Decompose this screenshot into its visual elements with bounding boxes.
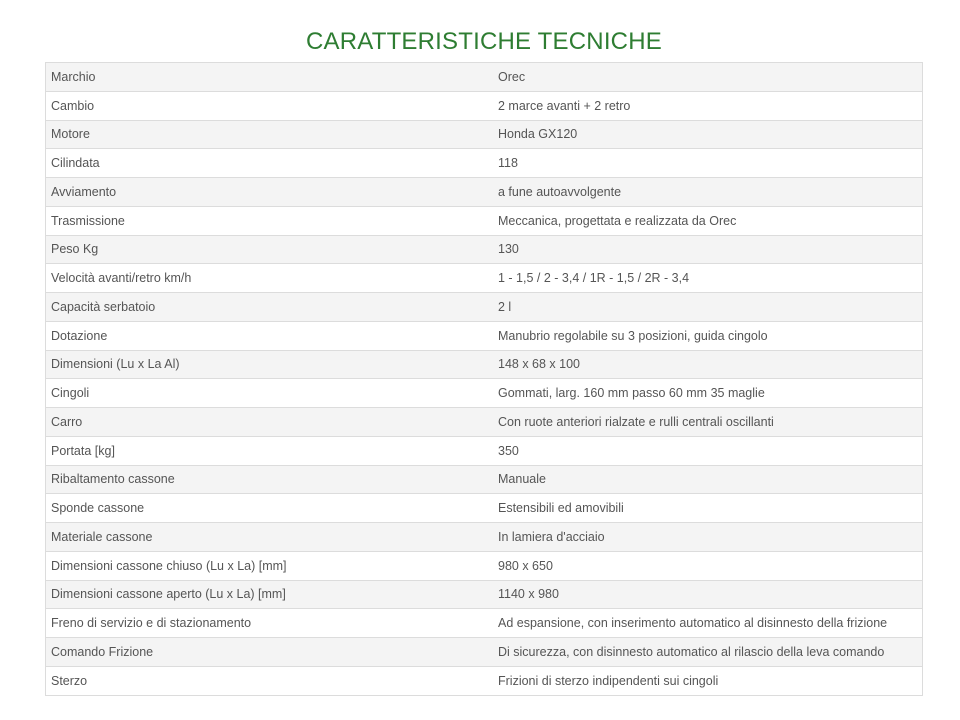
table-row [46,408,923,437]
spec-label: Dotazione [46,321,494,350]
table-row [46,264,923,293]
spec-label: Freno di servizio e di stazionamento [46,609,494,638]
table-row [46,436,923,465]
table-row [46,580,923,609]
spec-value: Frizioni di sterzo indipendenti sui cingoli [493,666,923,695]
table-row [46,321,923,350]
specs-table [45,62,923,696]
spec-value: 980 x 650 [493,551,923,580]
spec-value: Di sicurezza, con disinnesto automatico al rilascio della leva comando [493,638,923,667]
spec-value: 2 l [493,293,923,322]
spec-value: a fune autoavvolgente [493,178,923,207]
spec-label: Cambio [46,91,494,120]
spec-value: Orec [493,63,923,92]
specs-table-body [46,63,923,696]
spec-value: 350 [493,436,923,465]
spec-value: 130 [493,235,923,264]
table-row [46,666,923,695]
table-row [46,63,923,92]
spec-label: Ribaltamento cassone [46,465,494,494]
spec-label: Motore [46,120,494,149]
spec-label: Avviamento [46,178,494,207]
spec-value: 148 x 68 x 100 [493,350,923,379]
table-row [46,178,923,207]
spec-value: 1140 x 980 [493,580,923,609]
spec-value: 118 [493,149,923,178]
spec-label: Dimensioni (Lu x La Al) [46,350,494,379]
table-row [46,523,923,552]
spec-label: Comando Frizione [46,638,494,667]
spec-label: Trasmissione [46,206,494,235]
table-row [46,293,923,322]
spec-label: Portata [kg] [46,436,494,465]
spec-value: Manubrio regolabile su 3 posizioni, guida cingolo [493,321,923,350]
spec-value: Estensibili ed amovibili [493,494,923,523]
table-row [46,350,923,379]
table-row [46,609,923,638]
table-row [46,638,923,667]
spec-value: Meccanica, progettata e realizzata da Orec [493,206,923,235]
spec-value: Con ruote anteriori rialzate e rulli centrali oscillanti [493,408,923,437]
spec-value: In lamiera d'acciaio [493,523,923,552]
table-row [46,379,923,408]
table-row [46,465,923,494]
table-row [46,91,923,120]
spec-label: Materiale cassone [46,523,494,552]
spec-value: 1 - 1,5 / 2 - 3,4 / 1R - 1,5 / 2R - 3,4 [493,264,923,293]
spec-label: Velocità avanti/retro km/h [46,264,494,293]
spec-value: Honda GX120 [493,120,923,149]
spec-label: Cingoli [46,379,494,408]
table-row [46,494,923,523]
spec-label: Dimensioni cassone chiuso (Lu x La) [mm] [46,551,494,580]
page-title: CARATTERISTICHE TECNICHE [306,28,662,56]
spec-label: Sponde cassone [46,494,494,523]
spec-value: Manuale [493,465,923,494]
table-row [46,149,923,178]
spec-label: Marchio [46,63,494,92]
table-row [46,206,923,235]
table-row [46,235,923,264]
spec-value: 2 marce avanti + 2 retro [493,91,923,120]
table-row [46,120,923,149]
spec-label: Carro [46,408,494,437]
table-row [46,551,923,580]
spec-label: Peso Kg [46,235,494,264]
spec-label: Sterzo [46,666,494,695]
spec-value: Ad espansione, con inserimento automatico al disinnesto della frizione [493,609,923,638]
spec-label: Capacità serbatoio [46,293,494,322]
spec-value: Gommati, larg. 160 mm passo 60 mm 35 maglie [493,379,923,408]
spec-label: Dimensioni cassone aperto (Lu x La) [mm] [46,580,494,609]
spec-label: Cilindata [46,149,494,178]
